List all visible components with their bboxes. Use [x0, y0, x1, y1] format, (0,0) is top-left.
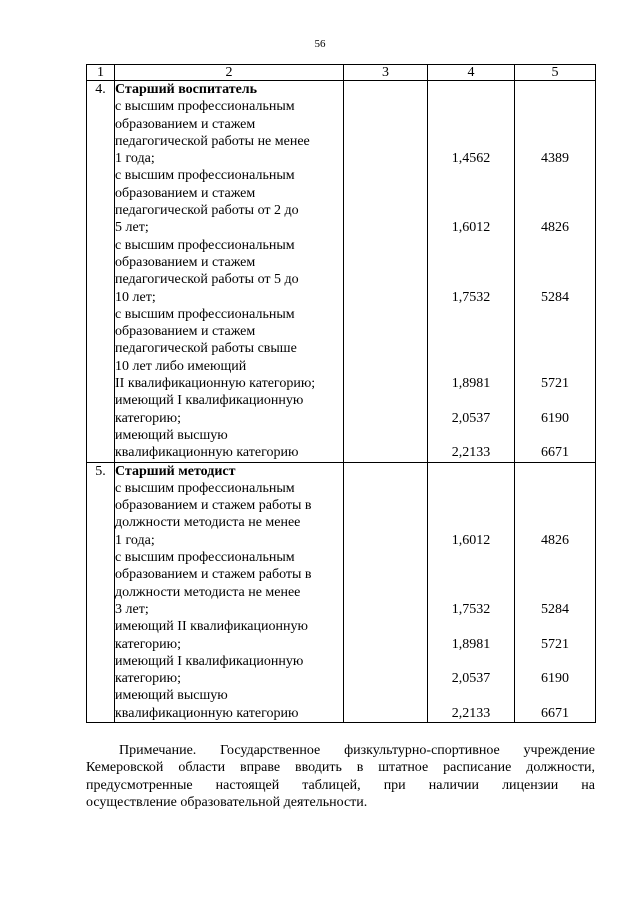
salary-value: 5721 — [541, 636, 569, 652]
condition-line: 10 лет либо имеющий — [115, 358, 247, 374]
condition-line: имеющий I квалификационную — [115, 393, 304, 409]
condition-line: 1 года; — [115, 151, 155, 167]
condition-line: образованием и стажем — [115, 324, 256, 340]
positions-table — [86, 64, 596, 723]
coefficient-value — [428, 687, 514, 704]
coefficient-value — [428, 306, 514, 323]
header-col-2: 2 — [115, 65, 344, 81]
position-description — [115, 81, 344, 463]
coefficient-value — [428, 480, 514, 497]
coefficient-value: 2,0537 — [451, 410, 491, 426]
salary-value — [515, 167, 595, 184]
condition-line: категорию; — [115, 671, 182, 687]
salary-value — [515, 116, 595, 133]
coefficient-column — [428, 81, 515, 463]
empty-col-3 — [344, 462, 428, 722]
salary-value — [515, 133, 595, 150]
salary-value: 6190 — [541, 671, 569, 687]
note-paragraph — [86, 742, 595, 812]
condition-line: образованием и стажем — [115, 254, 256, 270]
row-number: 5. — [87, 462, 115, 722]
coefficient-value — [428, 340, 514, 357]
coefficient-value — [428, 549, 514, 566]
coefficient-value — [428, 98, 514, 115]
salary-value — [515, 202, 595, 219]
coefficient-value: 1,8981 — [451, 376, 491, 392]
condition-line: педагогической работы от 2 до — [115, 203, 299, 219]
salary-value — [515, 427, 595, 444]
coefficient-value — [428, 167, 514, 184]
coefficient-value — [428, 202, 514, 219]
salary-value — [515, 306, 595, 323]
condition-line: квалификационную категорию — [115, 445, 299, 461]
condition-line: имеющий высшую — [115, 688, 228, 704]
condition-line: педагогической работы от 5 до — [115, 272, 299, 288]
condition-line: педагогической работы свыше — [115, 341, 297, 357]
condition-line: образованием и стажем работы в — [115, 567, 312, 583]
condition-line: категорию; — [115, 410, 182, 426]
coefficient-value — [428, 254, 514, 271]
header-col-1: 1 — [87, 65, 115, 81]
coefficient-value: 1,4562 — [451, 151, 491, 167]
salary-value — [515, 237, 595, 254]
salary-value: 5284 — [541, 289, 569, 305]
coefficient-value — [428, 358, 514, 375]
condition-line: имеющий I квалификационную — [115, 653, 304, 669]
salary-value — [515, 271, 595, 288]
condition-line: должности методиста не менее — [115, 584, 301, 600]
salary-value — [515, 497, 595, 514]
position-description — [115, 462, 344, 722]
table-row — [87, 81, 596, 463]
coefficient-value — [428, 427, 514, 444]
salary-value — [515, 358, 595, 375]
salary-value — [515, 653, 595, 670]
note-line: Примечание. Государственное физкультурно-спортивное учреждение — [119, 743, 595, 758]
coefficient-value — [428, 392, 514, 409]
note-line: Кемеровской области вправе вводить в штатное расписание должности, — [86, 760, 595, 776]
coefficient-value — [428, 185, 514, 202]
coefficient-column — [428, 462, 515, 722]
position-conditions — [115, 98, 343, 461]
salary-value: 4826 — [541, 220, 569, 236]
page-number: 56 — [314, 38, 326, 50]
coefficient-value: 2,2133 — [451, 705, 491, 721]
coefficient-value — [428, 133, 514, 150]
salary-value: 4389 — [541, 151, 569, 167]
header-col-3: 3 — [344, 65, 428, 81]
salary-value — [515, 98, 595, 115]
condition-line: с высшим профессиональным — [115, 168, 295, 184]
coefficient-value: 1,6012 — [451, 220, 491, 236]
coefficient-value: 2,0537 — [451, 671, 491, 687]
coefficient-value: 2,2133 — [451, 445, 491, 461]
coefficient-value: 1,7532 — [451, 601, 491, 617]
salary-value — [515, 323, 595, 340]
salary-column — [515, 81, 596, 463]
table-header-row — [87, 65, 596, 81]
coefficient-value — [428, 237, 514, 254]
note-line: предусмотренные настоящей таблицей, при наличии лицензии на — [86, 777, 595, 793]
salary-value — [515, 514, 595, 531]
condition-line: педагогической работы не менее — [115, 133, 310, 149]
salary-value — [515, 687, 595, 704]
salary-value — [515, 584, 595, 601]
condition-line: 3 лет; — [115, 601, 149, 617]
condition-line: образованием и стажем работы в — [115, 498, 312, 514]
coefficient-value — [428, 584, 514, 601]
position-title: Старший методист — [115, 463, 236, 479]
coefficient-value — [428, 81, 514, 98]
position-title: Старший воспитатель — [115, 82, 258, 97]
salary-value — [515, 618, 595, 635]
salary-value — [515, 392, 595, 409]
salary-value: 6671 — [541, 445, 569, 461]
condition-line: II квалификационную категорию; — [115, 376, 316, 392]
salary-value — [515, 254, 595, 271]
condition-line: с высшим профессиональным — [115, 550, 295, 566]
salary-value: 4826 — [541, 532, 569, 548]
condition-line: образованием и стажем — [115, 185, 256, 201]
salary-value — [515, 81, 595, 98]
condition-line: категорию; — [115, 636, 182, 652]
salary-value — [515, 480, 595, 497]
condition-line: с высшим профессиональным — [115, 237, 295, 253]
coefficient-value — [428, 566, 514, 583]
salary-value — [515, 463, 595, 480]
condition-line: с высшим профессиональным — [115, 306, 295, 322]
coefficient-value: 1,8981 — [451, 636, 491, 652]
coefficient-value — [428, 463, 514, 480]
row-number: 4. — [87, 81, 115, 463]
salary-value — [515, 340, 595, 357]
condition-line: квалификационную категорию — [115, 705, 299, 721]
salary-column — [515, 462, 596, 722]
coefficient-value — [428, 514, 514, 531]
salary-value — [515, 549, 595, 566]
condition-line: 5 лет; — [115, 220, 149, 236]
salary-value: 5284 — [541, 601, 569, 617]
condition-line: имеющий II квалификационную — [115, 619, 308, 635]
coefficient-value: 1,6012 — [451, 532, 491, 548]
condition-line: должности методиста не менее — [115, 515, 301, 531]
salary-value — [515, 185, 595, 202]
coefficient-value — [428, 323, 514, 340]
salary-value — [515, 566, 595, 583]
salary-value: 6190 — [541, 410, 569, 426]
coefficient-value — [428, 497, 514, 514]
coefficient-value — [428, 653, 514, 670]
coefficient-value — [428, 618, 514, 635]
condition-line: 1 года; — [115, 532, 155, 548]
condition-line: образованием и стажем — [115, 116, 256, 132]
coefficient-value — [428, 271, 514, 288]
note-line: осуществление образовательной деятельности. — [86, 795, 368, 811]
header-col-4: 4 — [428, 65, 515, 81]
coefficient-value — [428, 116, 514, 133]
coefficient-value: 1,7532 — [451, 289, 491, 305]
salary-value: 5721 — [541, 376, 569, 392]
condition-line: с высшим профессиональным — [115, 99, 295, 115]
condition-line: 10 лет; — [115, 289, 156, 305]
salary-value: 6671 — [541, 705, 569, 721]
header-col-5: 5 — [515, 65, 596, 81]
table-row — [87, 462, 596, 722]
condition-line: имеющий высшую — [115, 427, 228, 443]
position-conditions — [115, 480, 343, 722]
empty-col-3 — [344, 81, 428, 463]
condition-line: с высшим профессиональным — [115, 480, 295, 496]
